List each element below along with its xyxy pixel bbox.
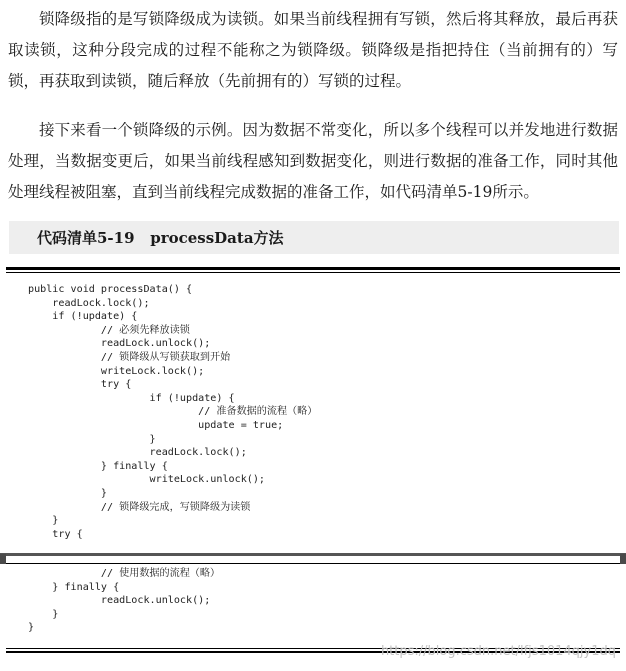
watermark-url: https://blog.csdn.net/lfjs1014qjy1dq xyxy=(380,644,616,659)
code-block-part-1: public void processData() { readLock.lock(); if (!update) { // 必须先释放读锁 readLock.unlock(); // 锁降级从写锁获取到开始 writeLock.lock(); try { if (!update) { // 准备数据的流程（略） update = true; } readLock.lock(); } finally { writeLock.unlock(); } // 锁降级完成，写锁降级为读锁 } try { xyxy=(28,284,318,540)
page-break-rule xyxy=(6,563,620,564)
paragraph-example-intro: 接下来看一个锁降级的示例。因为数据不常变化，所以多个线程可以并发地进行数据处理，当数据变更后，如果当前线程感知到数据变化，则进行数据的准备工作，同时其他处理线程被阻塞，直到当前线程完成数据的准备工作，如代码清单5-19所示。 xyxy=(8,121,618,201)
code-listing-caption-bar xyxy=(9,221,619,254)
top-rule-thin xyxy=(6,272,620,273)
paragraph-lock-downgrade-definition: 锁降级指的是写锁降级成为读锁。如果当前线程拥有写锁，然后将其释放，最后再获取读锁，这种分段完成的过程不能称之为锁降级。锁降级是指把持住（当前拥有的）写锁，再获取到读锁，随后释放（先前拥有的）写锁的过程。 xyxy=(8,10,618,90)
code-listing-caption: 代码清单5-19 processData方法 xyxy=(37,229,284,247)
code-block-part-2: // 使用数据的流程（略） } finally { readLock.unlock(); } } xyxy=(28,568,221,634)
page-break-band xyxy=(0,553,626,556)
top-rule-thick xyxy=(6,267,620,270)
page-break-right-gutter xyxy=(620,554,626,564)
